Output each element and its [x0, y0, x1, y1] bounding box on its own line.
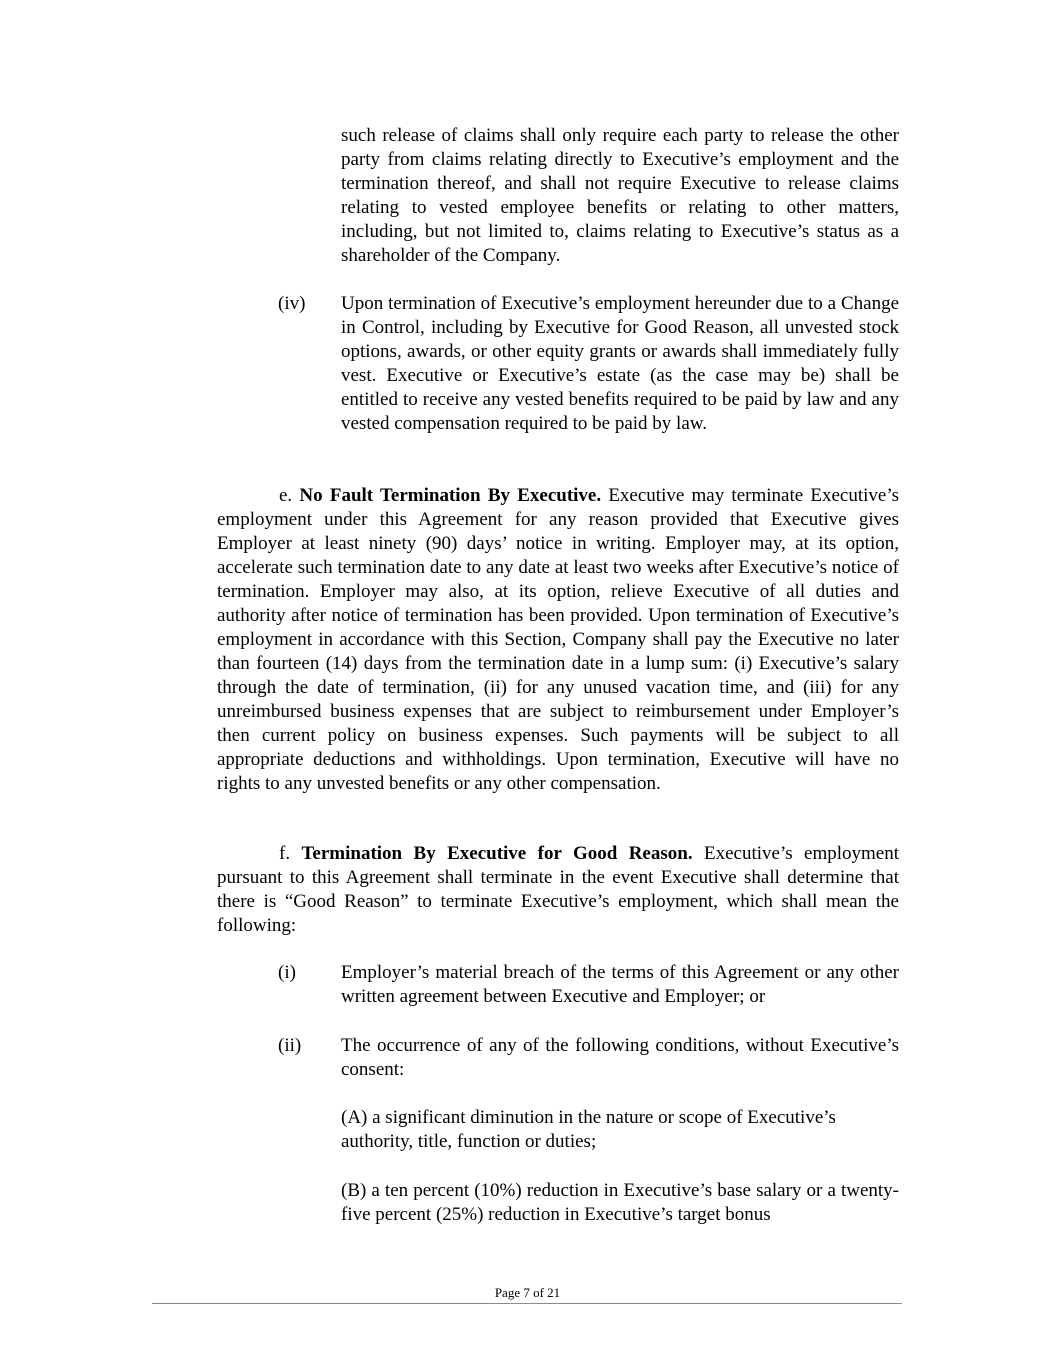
- section-f-text: Executive’s employment pursuant to this Agreement shall terminate in the event Executive shall determine that there is “Good Reason” to terminate Executive’s employment, which shall mean the following:: [217, 843, 900, 936]
- sub-item-a: (A) a significant diminution in the nature or scope of Executive’s authority, title, function or duties;: [341, 1107, 836, 1152]
- continuation-paragraph: such release of claims shall only require each party to release the other party from claims relating directly to Executive’s employment and the termination thereof, and shall not require Executive to release claims relating to vested employee benefits or relating to other matters, including, but not limited to, claims relating to Executive’s status as a shareholder of the Company.: [341, 125, 899, 266]
- item-ii-text: The occurrence of any of the following conditions, without Executive’s consent:: [341, 1035, 899, 1080]
- sub-item-b: (B) a ten percent (10%) reduction in Executive’s base salary or a twenty-five percent (25%) reduction in Executive’s target bonus: [341, 1180, 899, 1225]
- section-f-label: f.: [279, 843, 291, 864]
- item-number-i: (i): [278, 962, 296, 983]
- footer-rule: [152, 1303, 902, 1304]
- section-e-paragraph: [217, 484, 899, 796]
- item-number-ii: (ii): [278, 1035, 302, 1056]
- section-e-text: Executive may terminate Executive’s employment under this Agreement for any reason provided that Executive gives Employer at least ninety (90) days’ notice in writing. Employer may, at its option, accelerate such termination date to any date at least two weeks after Executive’s notice of termination. Employer may also, at its option, relieve Executive of all duties and authority after notice of termination has been provided. Upon termination of Executive’s employment in accordance with this Section, Company shall pay the Executive no later than fourteen (14) days from the termination date in a lump sum: (i) Executive’s salary through the date of termination, (ii) for any unused vacation time, and (iii) for any unreimbursed business expenses that are subject to reimbursement under Employer’s then current policy on business expenses. Such payments will be subject to all appropriate deductions and withholdings. Upon termination, Executive will have no rights to any unvested benefits or any other compensation.: [217, 485, 900, 794]
- item-iv-text: Upon termination of Executive’s employment hereunder due to a Change in Control, including by Executive for Good Reason, all unvested stock options, awards, or other equity grants or awards shall immediately fully vest. Executive or Executive’s estate (as the case may be) shall be entitled to receive any vested benefits required to be paid by law and any vested compensation required to be paid by law.: [341, 293, 899, 434]
- item-number-iv: (iv): [278, 293, 306, 314]
- item-i-text: Employer’s material breach of the terms of this Agreement or any other written agreement between Executive and Employer; or: [341, 962, 899, 1007]
- section-e-heading: No Fault Termination By Executive.: [299, 485, 602, 506]
- section-f-heading: Termination By Executive for Good Reason.: [301, 843, 693, 864]
- section-f-paragraph: [217, 842, 899, 938]
- page-number: Page 7 of 21: [494, 1285, 561, 1300]
- section-e-label: e.: [279, 485, 293, 506]
